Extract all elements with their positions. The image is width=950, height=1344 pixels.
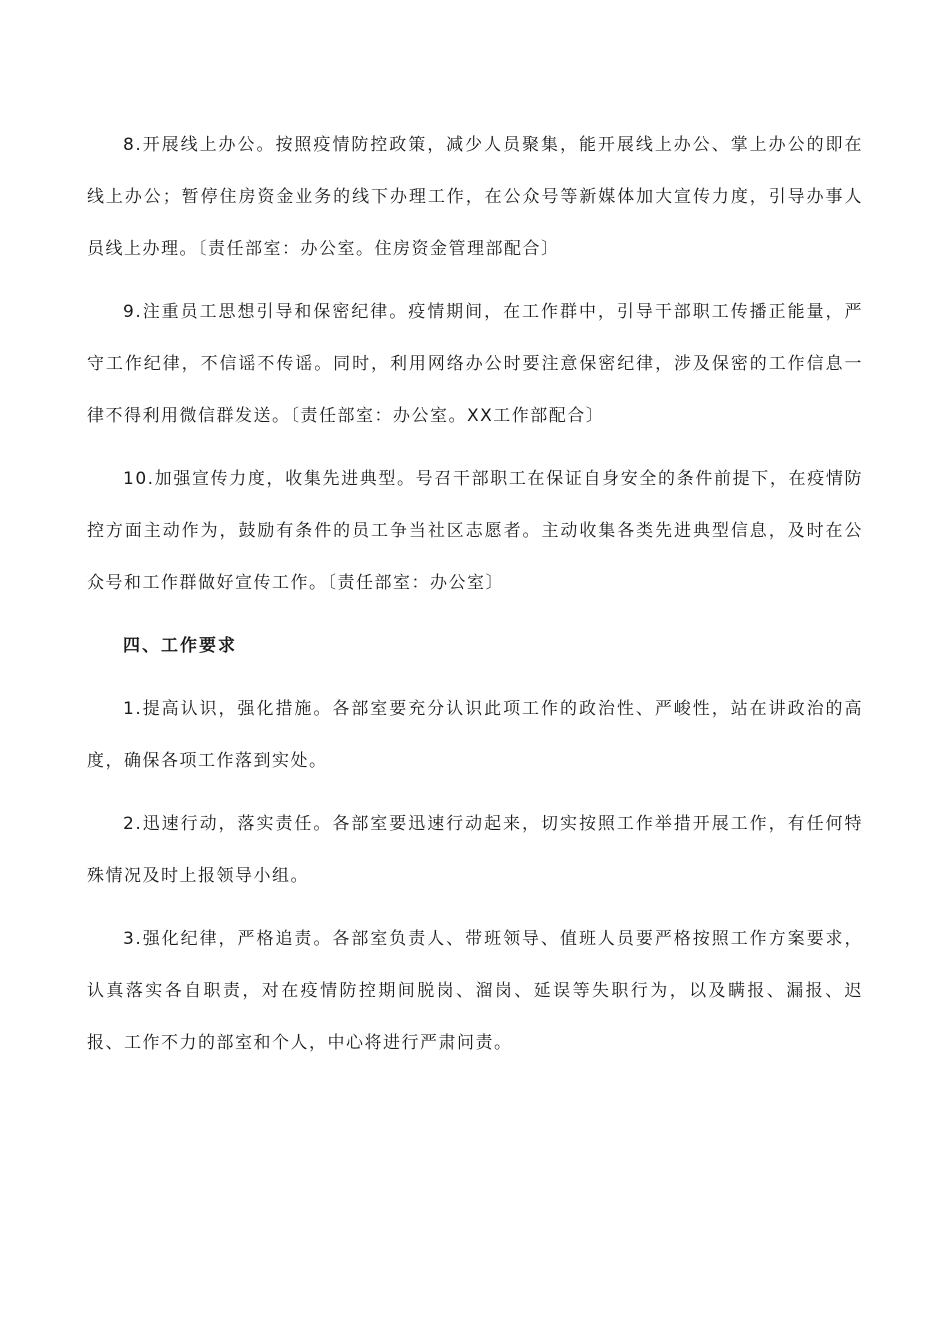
paragraph-item-10: 10.加强宣传力度，收集先进典型。号召干部职工在保证自身安全的条件前提下，在疫情防控方面主动作为，鼓励有条件的员工争当社区志愿者。主动收集各类先进典型信息，及时在公众号和工作群做好宣传工作。〔责任部室：办公室〕 [87,469,863,593]
requirement-item-2: 2.迅速行动，落实责任。各部室要迅速行动起来，切实按照工作举措开展工作，有任何特殊情况及时上报领导小组。 [87,814,863,886]
requirement-item-1: 1.提高认识，强化措施。各部室要充分认识此项工作的政治性、严峻性，站在讲政治的高度，确保各项工作落到实处。 [87,699,863,771]
paragraph-item-9: 9.注重员工思想引导和保密纪律。疫情期间，在工作群中，引导干部职工传播正能量，严守工作纪律，不信谣不传谣。同时，利用网络办公时要注意保密纪律，涉及保密的工作信息一律不得利用微信群发送。〔责任部室：办公室。XX工作部配合〕 [87,302,863,426]
requirement-item-3: 3.强化纪律，严格追责。各部室负责人、带班领导、值班人员要严格按照工作方案要求，认真落实各自职责，对在疫情防控期间脱岗、溜岗、延误等失职行为，以及瞒报、漏报、迟报、工作不力的部室和个人，中心将进行严肃问责。 [87,929,863,1053]
document-body [87,119,863,1069]
section-heading: 四、工作要求 [123,636,237,656]
paragraph-item-8: 8.开展线上办公。按照疫情防控政策，减少人员聚集，能开展线上办公、掌上办公的即在线上办公；暂停住房资金业务的线下办理工作，在公众号等新媒体加大宣传力度，引导办事人员线上办理。〔责任部室：办公室。住房资金管理部配合〕 [87,135,863,259]
